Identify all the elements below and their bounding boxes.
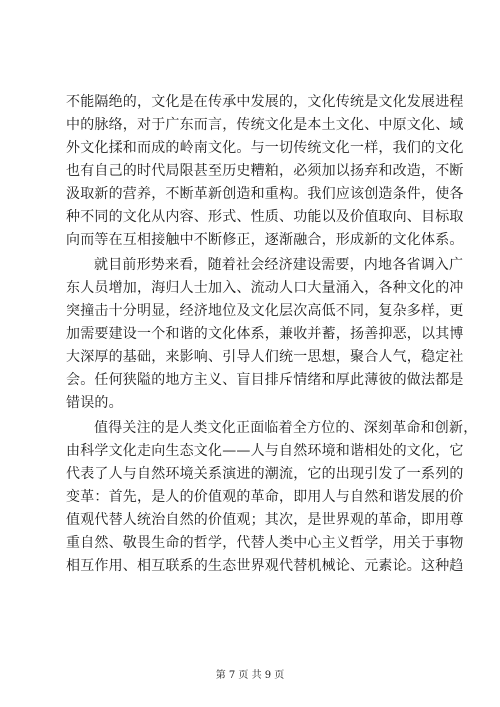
text-line: 不能隔绝的，文化是在传承中发展的，文化传统是文化发展进程 bbox=[66, 94, 464, 110]
text-line: 汲取新的营养，不断革新创造和重构。我们应该创造条件，使各 bbox=[66, 186, 464, 202]
text-line: 变革：首先，是人的价值观的革命，即用人与自然和谐发展的价 bbox=[66, 489, 464, 505]
paragraph-1 bbox=[66, 91, 464, 252]
text-line: 值得关注的是人类文化正面临着全方位的、深刻革命和创新， bbox=[94, 420, 478, 436]
text-line: 大深厚的基础，来影响、引导人们统一思想，聚合人气，稳定社 bbox=[66, 349, 464, 365]
text-line: 加需要建设一个和谐的文化体系，兼收并蓄，扬善抑恶，以其博 bbox=[66, 326, 464, 342]
text-line: 代表了人与自然环境关系演进的潮流，它的出现引发了一系列的 bbox=[66, 466, 464, 482]
text-line: 中的脉络，对于广东而言，传统文化是本土文化、中原文化、域 bbox=[66, 117, 464, 133]
text-line: 也有自己的时代局限甚至历史糟粕，必须加以扬弃和改造，不断 bbox=[66, 163, 464, 179]
text-line: 值观代替人统治自然的价值观；其次，是世界观的革命，即用尊 bbox=[66, 512, 464, 528]
document-body bbox=[66, 91, 478, 578]
text-line: 突撞击十分明显，经济地位及文化层次高低不同，复杂多样，更 bbox=[66, 303, 464, 319]
paragraph-3 bbox=[66, 417, 478, 578]
paragraph-2 bbox=[66, 254, 464, 415]
page-number-footer: 第 7 页 共 9 页 bbox=[215, 670, 285, 681]
text-line: 由科学文化走向生态文化——人与自然环境和谐相处的文化，它 bbox=[66, 443, 464, 459]
text-line: 东人员增加，海归人士加入、流动人口大量涌入，各种文化的冲 bbox=[66, 280, 464, 296]
text-line: 相互作用、相互联系的生态世界观代替机械论、元素论。这种趋 bbox=[66, 558, 464, 574]
text-line: 错误的。 bbox=[66, 395, 123, 411]
text-line: 就目前形势来看，随着社会经济建设需要，内地各省调入广 bbox=[94, 257, 464, 273]
text-line: 重自然、敬畏生命的哲学，代替人类中心主义哲学，用关于事物 bbox=[66, 535, 464, 551]
text-line: 会。任何狭隘的地方主义、盲目排斥情绪和厚此薄彼的做法都是 bbox=[66, 372, 464, 388]
text-line: 种不同的文化从内容、形式、性质、功能以及价值取向、目标取 bbox=[66, 209, 464, 225]
text-line: 向而等在互相接触中不断修正，逐渐融合，形成新的文化体系。 bbox=[66, 232, 464, 248]
text-line: 外文化揉和而成的岭南文化。与一切传统文化一样，我们的文化 bbox=[66, 140, 464, 156]
